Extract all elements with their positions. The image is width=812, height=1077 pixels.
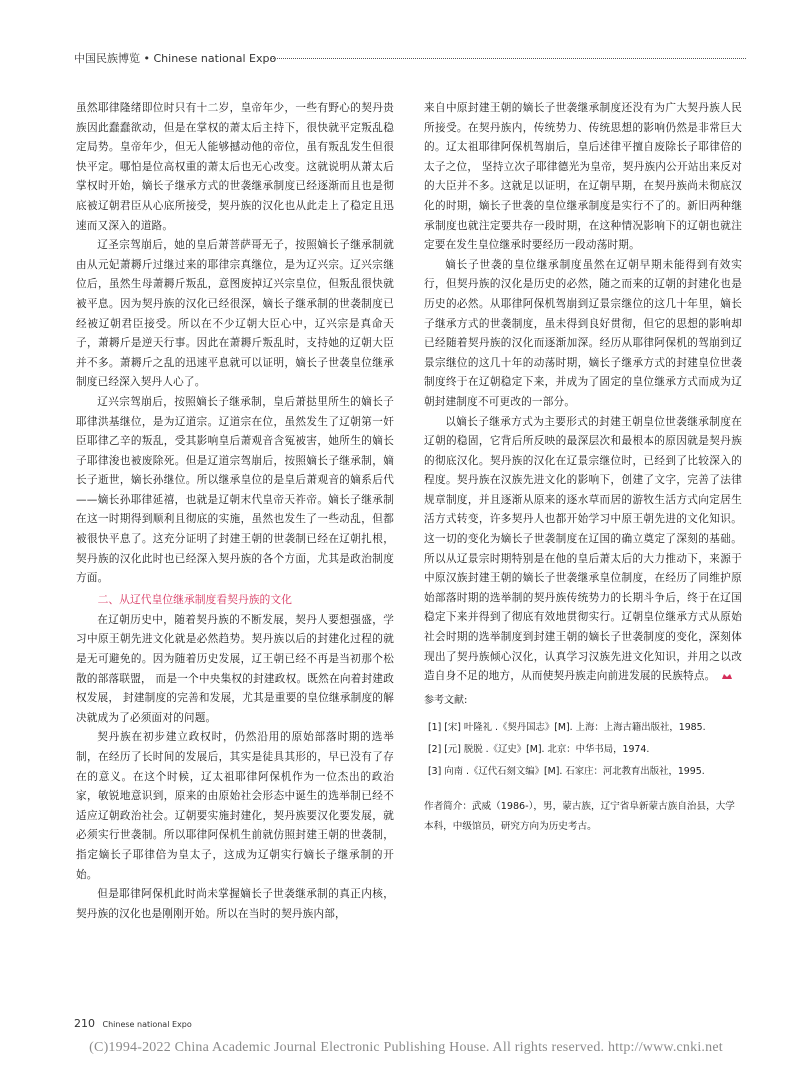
body-paragraph: 辽圣宗驾崩后，她的皇后萧菩萨哥无子，按照嫡长子继承制就由从元妃萧耨斤过继过来的耶律宗真继位，是为辽兴宗。辽兴宗继位后，虽然生母萧耨斤叛乱，意图废掉辽兴宗皇位，但叛乱很快就被平息。因为契丹族的汉化已经很深，嫡长子继承制的世袭制度已经被辽朝君臣接受。所以在不少辽朝大臣心中，辽兴宗是真命天子，萧耨斤是逆天行事。因此在萧耨斤叛乱时，支持她的辽朝大臣并不多。萧耨斤之乱的迅速平息就可以证明，嫡长子世袭皇位继承制度已经深入契丹人心了。 <box>76 239 394 389</box>
journal-header-title: 中国民族博览 • Chinese national Expo <box>74 52 277 65</box>
page-number: 210 <box>74 1017 95 1030</box>
body-paragraph: 辽兴宗驾崩后，按照嫡长子继承制，皇后萧挞里所生的嫡长子耶律洪基继位，是为辽道宗。辽道宗在位，虽然发生了辽朝第一奸臣耶律乙辛的叛乱，受其影响皇后萧观音含冤被害，她所生的嫡长子耶律浚也被废除死。但是辽道宗驾崩后，按照嫡长子继承制，嫡长子逝世，嫡长孙继位。所以继承皇位的是皇后萧观音的嫡系后代——嫡长孙耶律延禧，也就是辽朝末代皇帝天祚帝。嫡长子继承制在这一时期得到顺利且彻底的实施，虽然也发生了一些动乱，但都被很快平息了。这充分证明了封建王朝的世袭制已经在辽朝扎根，契丹族的汉化此时也已经深入契丹族的各个方面，尤其是政治制度方面。 <box>76 395 394 585</box>
body-paragraph: 虽然耶律隆绪即位时只有十二岁，皇帝年少，一些有野心的契丹贵族因此蠢蠢欲动，但是在掌权的萧太后主持下，很快就平定叛乱稳定局势。皇帝年少，但无人能够撼动他的帝位，虽有叛乱发生但很快平定。哪怕是位高权重的萧太后也无心改变。这就说明从萧太后掌权时开始，嫡长子继承方式的世袭继承制度已经逐渐而且也是彻底被辽朝君臣从心底所接受，契丹族的汉化也从此走上了稳定且迅速而又深入的道路。 <box>76 102 394 232</box>
author-bio: 作者简介：武威（1986-），男，蒙古族，辽宁省阜新蒙古族自治县，大学本科，中级馆员，研究方向为历史考古。 <box>424 800 735 832</box>
section-heading: 二、从辽代皇位继承制度看契丹族的文化 <box>97 592 292 606</box>
body-paragraph: 嫡长子世袭的皇位继承制度虽然在辽朝早期未能得到有效实行，但契丹族的汉化是历史的必然，随之而来的辽朝的封建化也是历史的必然。从耶律阿保机驾崩到辽景宗继位的这几十年里，嫡长子继承方式的世袭制度，虽未得到良好贯彻，但它的思想的影响却已经随着契丹族的汉化而逐渐加深。经历从耶律阿保机的驾崩到辽景宗继位的这几十年的动荡时期，嫡长子继承方式的封建皇位世袭制度终于在辽朝稳定下来，并成为了固定的皇位继承方式而成为辽朝封建制度不可更改的一部分。 <box>424 258 742 408</box>
reference-item: [2] [元] 脱脱 .《辽史》[M]. 北京：中华书局，1974. <box>428 743 650 755</box>
body-paragraph: 但是耶律阿保机此时尚未掌握嫡长子世袭继承制的真正内核，契丹族的汉化也是刚刚开始。所以在当时的契丹族内部， <box>76 888 394 920</box>
right-column <box>424 99 742 837</box>
page-header <box>74 50 746 68</box>
body-paragraph: 在辽朝历史中，随着契丹族的不断发展，契丹人要想强盛，学习中原王朝先进文化就是必然趋势。契丹族以后的封建化过程的就是无可避免的。因为随着历史发展，辽王朝已经不再是当初那个松散的部落联盟， 而是一个中央集权的封建政权。既然在向着封建政权发展， 封建制度的完善和发展，尤其是重要的皇位继承制度的解决就成为了必须面对的问题。 <box>76 613 394 724</box>
copyright-watermark: (C)1994-2022 China Academic Journal Electronic Publishing House. All rights reserved. http://www.cnki.net <box>89 1040 723 1055</box>
header-dotted-rule <box>270 58 746 59</box>
body-paragraph: 来自中原封建王朝的嫡长子世袭继承制度还没有为广大契丹族人民所接受。在契丹族内，传统势力、传统思想的影响仍然是非常巨大的。辽太祖耶律阿保机驾崩后，皇后述律平擅自废除长子耶律倍的太子之位， 坚持立次子耶律德光为皇帝，契丹族内公开站出来反对的大臣并不多。这就足以证明，在辽朝早期，在契丹族尚未彻底汉化的时期，嫡长子世袭的皇位继承制度是实行不了的。新旧两种继承制度也就注定要共存一段时期，在这种情况影响下的辽朝也就注定要在发生皇位继承时要经历一段动荡时期。 <box>424 102 742 252</box>
reference-item: [3] 向南 .《辽代石刻文编》[M]. 石家庄：河北教育出版社，1995. <box>428 765 705 777</box>
body-paragraph-last <box>424 413 742 687</box>
body-paragraph: 契丹族在初步建立政权时，仍然沿用的原始部落时期的选举制，在经历了长时间的发展后，其实是徒具其形的，早已没有了存在的意义。在这个时候，辽太祖耶律阿保机作为一位杰出的政治家，敏锐地意识到，原来的由原始社会形态中诞生的选举制已经不适应辽朝政治社会。辽朝要实施封建化，契丹族要汉化要发展，就必须实行世袭制。所以耶律阿保机生前就仿照封建王朝的世袭制， 指定嫡长子耶律倍为皇太子，这成为辽朝实行嫡长子继承制的开始。 <box>76 731 394 881</box>
reference-item: [1] [宋] 叶隆礼 .《契丹国志》[M]. 上海：上海古籍出版社，1985. <box>428 721 706 733</box>
references-heading: 参考文献: <box>424 694 468 706</box>
body-paragraph-text: 以嫡长子继承方式为主要形式的封建王朝皇位世袭继承制度在辽朝的稳固，它背后所反映的最深层次和最根本的原因就是契丹族的彻底汉化。契丹族的汉化在辽景宗继位时，已经到了比较深入的程度。契丹族在汉族先进文化的影响下，创建了文字，完善了法律规章制度，并且逐渐从原来的逐水草而居的游牧生活方式向定居生活方式转变，许多契丹人也都开始学习中原王朝先进的文化知识。这一切的变化为嫡长子世袭制度在辽国的确立奠定了深刻的基础。所以从辽景宗时期特别是在他的皇后萧太后的大力推动下，来源于中原汉族封建王朝的嫡长子世袭继承皇位制度，在经历了同维护原始部落时期的选举制的契丹族传统势力的长期斗争后，终于在辽国稳定下来并得到了彻底有效地贯彻实行。辽朝皇位继承方式从原始社会时期的选举制度到封建王朝的嫡长子世袭制度的变化，深刻体现出了契丹族倾心汉化，认真学习汉族先进文化知识，并用之以改造自身不足的地方，从而使契丹族走向前进发展的民族特点。 <box>424 415 742 683</box>
left-column <box>76 99 394 924</box>
page-footer <box>74 1017 192 1030</box>
footer-journal-name: Chinese national Expo <box>102 1020 192 1029</box>
end-ornament-icon <box>721 673 733 680</box>
